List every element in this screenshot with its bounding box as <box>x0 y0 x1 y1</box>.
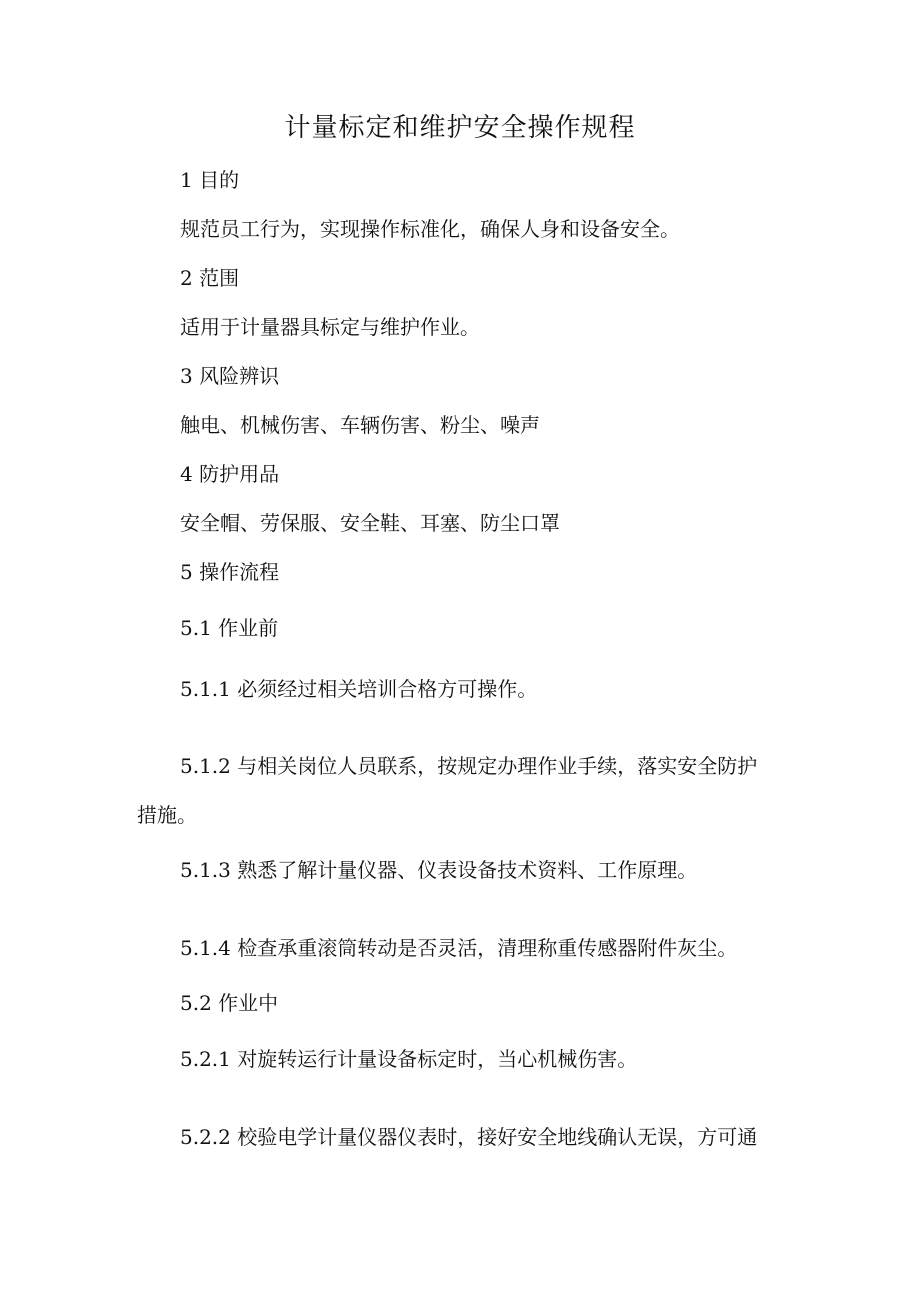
clause-5-1-4: 5.1.4 检查承重滚筒转动是否灵活，清理称重传感器附件灰尘。 <box>180 936 738 960</box>
clause-5-1-3: 5.1.3 熟悉了解计量仪器、仪表设备技术资料、工作原理。 <box>180 858 698 882</box>
subsection-heading-before-work: 5.1 作业前 <box>180 616 279 640</box>
clause-5-2-1: 5.2.1 对旋转运行计量设备标定时，当心机械伤害。 <box>180 1047 638 1071</box>
clause-5-1-1: 5.1.1 必须经过相关培训合格方可操作。 <box>180 677 538 701</box>
paragraph-purpose: 规范员工行为，实现操作标准化，确保人身和设备安全。 <box>180 217 680 241</box>
subsection-heading-during-work: 5.2 作业中 <box>180 991 279 1015</box>
document-title: 计量标定和维护安全操作规程 <box>284 113 636 143</box>
section-heading-ppe: 4 防护用品 <box>180 462 280 486</box>
paragraph-scope: 适用于计量器具标定与维护作业。 <box>180 315 480 339</box>
section-heading-risk: 3 风险辨识 <box>180 364 280 388</box>
clause-5-1-2-line-1: 5.1.2 与相关岗位人员联系，按规定办理作业手续，落实安全防护 <box>180 754 758 778</box>
section-heading-purpose: 1 目的 <box>180 168 240 192</box>
paragraph-ppe: 安全帽、劳保服、安全鞋、耳塞、防尘口罩 <box>180 511 560 535</box>
clause-5-2-2-line-1: 5.2.2 校验电学计量仪器仪表时，接好安全地线确认无误，方可通 <box>180 1125 758 1149</box>
section-heading-scope: 2 范围 <box>180 266 240 290</box>
paragraph-risk: 触电、机械伤害、车辆伤害、粉尘、噪声 <box>180 413 540 437</box>
clause-5-1-2-line-2: 措施。 <box>137 803 197 827</box>
section-heading-process: 5 操作流程 <box>180 560 280 584</box>
